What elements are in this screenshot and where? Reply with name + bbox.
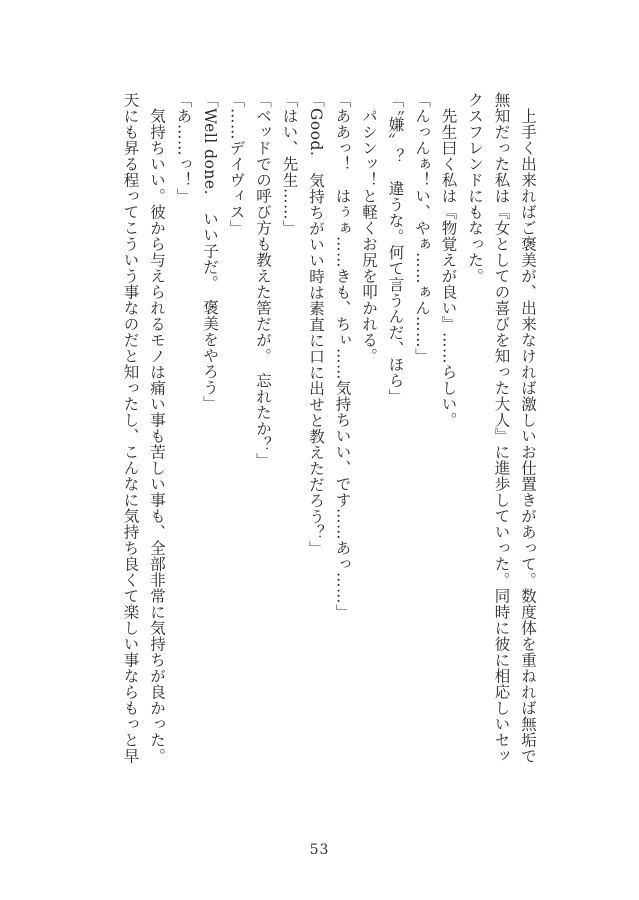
body-text: [117, 92, 541, 792]
text-line: 「ああっ！ はぅぁ……きも、ちぃ……気持ちいい、です……あっ……」: [333, 92, 352, 620]
text-line: 無知だった私は『女としての喜びを知った大人』に進歩していった。同時に彼に相応しいセッ: [492, 92, 511, 764]
text-line: 「あ……っ！」: [174, 92, 193, 204]
text-line: 「……デイヴィス」: [227, 92, 246, 236]
text-line: 「はい、先生……」: [280, 92, 299, 236]
text-line: 「Good. 気持ちがいい時は素直に口に出せと教えただろう？」: [307, 92, 325, 557]
text-line: 天にも昇る程ってこういう事なのだと知ったし、こんなに気持ち良くて楽しい事ならもっと早: [121, 92, 140, 764]
text-line: 「〝嫌〟？ 違うな。何て言うんだ、ほら」: [386, 92, 405, 405]
text-line: 気持ちいい。彼から与えられるモノは痛い事も苦しい事も、全部非常に気持ちが良かった。: [148, 92, 166, 764]
text-line: 「んっんぁ！い、やぁ……ぁん……」: [413, 92, 431, 364]
text-line: パシンッ！と軽くお尻を叩かれる。: [360, 92, 378, 364]
page-number: 53: [309, 842, 330, 858]
text-line: 上手く出来ればご褒美が、出来なければ激しいお仕置きがあって。数度体を重ねれば無垢で: [519, 92, 537, 764]
text-line: 「Well done. いい子だ。 褒美をやろう」: [201, 92, 219, 412]
text-line: 先生曰く私は『物覚えが良い』……らしい。: [439, 92, 458, 428]
text-line: クスフレンドにもなった。: [466, 92, 484, 284]
text-line: 「ベッドでの呼び方も教えた筈だが。 忘れたか？」: [254, 92, 272, 469]
